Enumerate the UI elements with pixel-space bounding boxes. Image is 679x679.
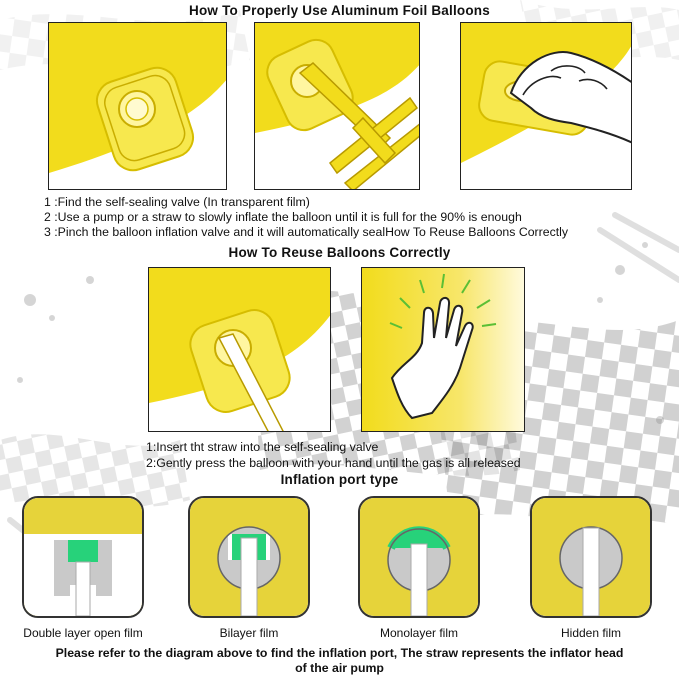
port-label-hidden-film: Hidden film — [560, 626, 622, 640]
footer-note-line-1: Please refer to the diagram above to find the inflation port, The straw represents the inflator head — [55, 646, 624, 660]
step-image-find-valve — [48, 22, 227, 190]
proper-use-step-3: 3 :Pinch the balloon inflation valve and it will automatically sealHow To Reuse Balloons Correctly — [44, 225, 569, 239]
port-monolayer-film — [358, 496, 480, 618]
port-label-bilayer-film: Bilayer film — [219, 626, 279, 640]
port-bilayer-film — [188, 496, 310, 618]
proper-use-step-2: 2 :Use a pump or a straw to slowly inflate the balloon until it is full for the 90% is enough — [44, 210, 522, 224]
footer-note-line-2: of the air pump — [295, 661, 384, 675]
step-image-inflate — [254, 22, 420, 190]
port-hidden-film — [530, 496, 652, 618]
proper-use-step-1: 1 :Find the self-sealing valve (In transparent film) — [44, 195, 310, 209]
step-image-pinch-valve — [460, 22, 632, 190]
section-title-reuse: How To Reuse Balloons Correctly — [228, 245, 451, 260]
reuse-image-press-balloon — [361, 267, 525, 432]
port-double-layer-open-film — [22, 496, 144, 618]
section-title-inflation-port: Inflation port type — [280, 472, 399, 487]
port-label-monolayer-film: Monolayer film — [379, 626, 459, 640]
reuse-image-insert-straw — [148, 267, 331, 432]
reuse-step-2: 2:Gently press the balloon with your hand until the gas is all released — [146, 456, 521, 470]
section-title-proper-use: How To Properly Use Aluminum Foil Balloons — [189, 3, 490, 18]
reuse-step-1: 1:Insert tht straw into the self-sealing valve — [146, 440, 379, 454]
port-label-double-layer-open-film: Double layer open film — [23, 626, 143, 640]
